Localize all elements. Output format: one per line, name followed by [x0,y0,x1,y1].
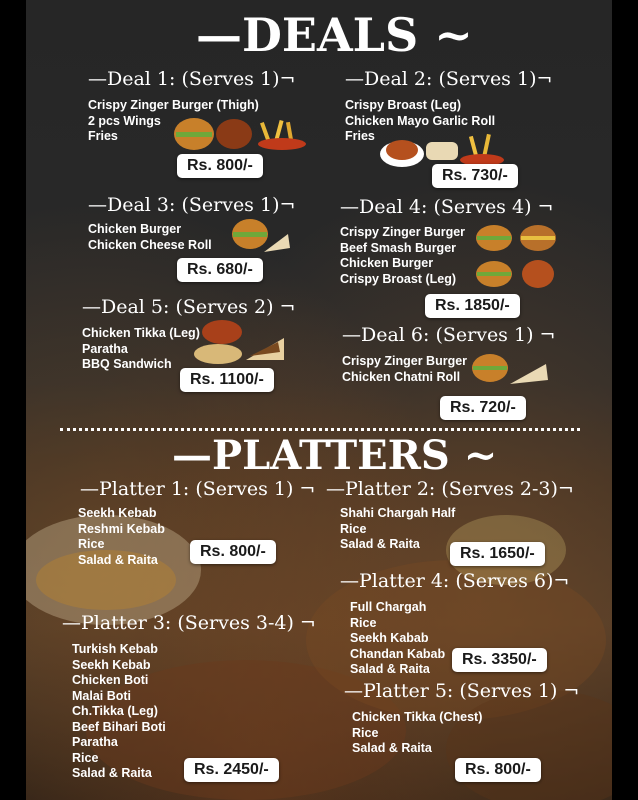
list-item: Fries [88,129,118,143]
list-item: Crispy Zinger Burger (Thigh) [88,98,259,112]
list-item: Rice [72,750,99,765]
deal-3-title: —Deal 3: (Serves 1)¬ [88,194,296,216]
list-item: Crispy Broast (Leg) [340,271,456,286]
list-item: Rice [352,725,379,740]
platter-2-title: —Platter 2: (Serves 2-3)¬ [326,478,574,500]
list-item: Turkish Kebab [72,642,158,656]
deal-5-title: —Deal 5: (Serves 2) ¬ [82,296,296,318]
deal-4-items [340,225,465,287]
deals-heading: —DEALS ~ [196,8,473,62]
list-item: Malai Boti [72,688,132,703]
list-item: Crispy Zinger Burger [342,354,468,368]
platters-heading: —PLATTERS ~ [172,432,498,479]
deal-3-food-image [230,214,292,258]
deal-2-price: Rs. 730/- [432,164,518,188]
platter-5-title: —Platter 5: (Serves 1) ¬ [344,680,580,702]
list-item: Seekh Kebab [78,506,157,520]
deal-5-items [82,326,200,373]
platter-1-title: —Platter 1: (Serves 1) ¬ [80,478,316,500]
list-item: Paratha [72,735,118,749]
list-item: Chicken Boti [72,673,149,687]
list-item: Paratha [82,341,128,356]
deal-6-title: —Deal 6: (Serves 1) ¬ [342,324,556,346]
deal-4-food-image [472,222,562,292]
list-item: Seekh Kebab [72,657,151,672]
list-item: Salad & Raita [350,662,430,676]
platter-4-title: —Platter 4: (Serves 6)¬ [340,570,570,592]
platter-1-price: Rs. 800/- [190,540,276,564]
list-item: Beef Bihari Boti [72,719,166,734]
list-item: Shahi Chargah Half [340,506,456,520]
deal-6-food-image [470,350,550,390]
platter-5-price: Rs. 800/- [455,758,541,782]
list-item: Reshmi Kebab [78,521,165,536]
platter-3-title: —Platter 3: (Serves 3-4) ¬ [62,612,316,634]
list-item: Rice [340,521,367,536]
list-item: Chandan Kabab [350,646,446,661]
list-item: Crispy Broast (Leg) [345,98,461,112]
platter-2-price: Rs. 1650/- [450,542,545,566]
deal-1-price: Rs. 800/- [177,154,263,178]
list-item: Chicken Cheese Roll [88,237,212,252]
deal-4-title: —Deal 4: (Serves 4) ¬ [340,196,554,218]
platter-3-price: Rs. 2450/- [184,758,279,782]
platter-3-items [72,642,166,782]
list-item: Chicken Chatni Roll [342,369,461,384]
list-item: BBQ Sandwich [82,357,172,371]
list-item: Crispy Zinger Burger [340,225,466,239]
list-item: Salad & Raita [352,741,432,755]
list-item: Chicken Burger [340,256,434,270]
platter-4-items [350,600,445,678]
deal-4-price: Rs. 1850/- [425,294,520,318]
deal-3-items [88,222,212,253]
list-item: Chicken Tikka (Chest) [352,710,483,724]
right-border [612,0,638,800]
list-item: Salad & Raita [72,766,152,780]
list-item: Ch.Tikka (Leg) [72,704,158,718]
platter-4-price: Rs. 3350/- [452,648,547,672]
list-item: Fries [345,129,375,143]
platter-2-items [340,506,455,553]
list-item: Beef Smash Burger [340,240,457,255]
list-item: Salad & Raita [78,552,158,567]
list-item: Full Chargah [350,600,427,614]
left-border [0,0,26,800]
list-item: Chicken Tikka (Leg) [82,326,200,340]
deal-1-title: —Deal 1: (Serves 1)¬ [88,68,296,90]
deal-1-food-image [172,112,320,152]
list-item: Chicken Burger [88,222,182,236]
deal-3-price: Rs. 680/- [177,258,263,282]
deal-6-items [342,354,467,385]
list-item: Rice [350,615,377,630]
deal-6-price: Rs. 720/- [440,396,526,420]
deal-2-title: —Deal 2: (Serves 1)¬ [345,68,553,90]
list-item: Seekh Kabab [350,631,429,645]
deal-5-food-image [188,316,288,366]
platter-1-items [78,506,165,568]
list-item: Rice [78,537,105,551]
deal-5-price: Rs. 1100/- [180,368,274,392]
section-divider [60,428,580,431]
list-item: 2 pcs Wings [88,113,161,128]
platter-5-items [352,710,482,757]
list-item: Chicken Mayo Garlic Roll [345,113,496,128]
list-item: Salad & Raita [340,537,420,551]
